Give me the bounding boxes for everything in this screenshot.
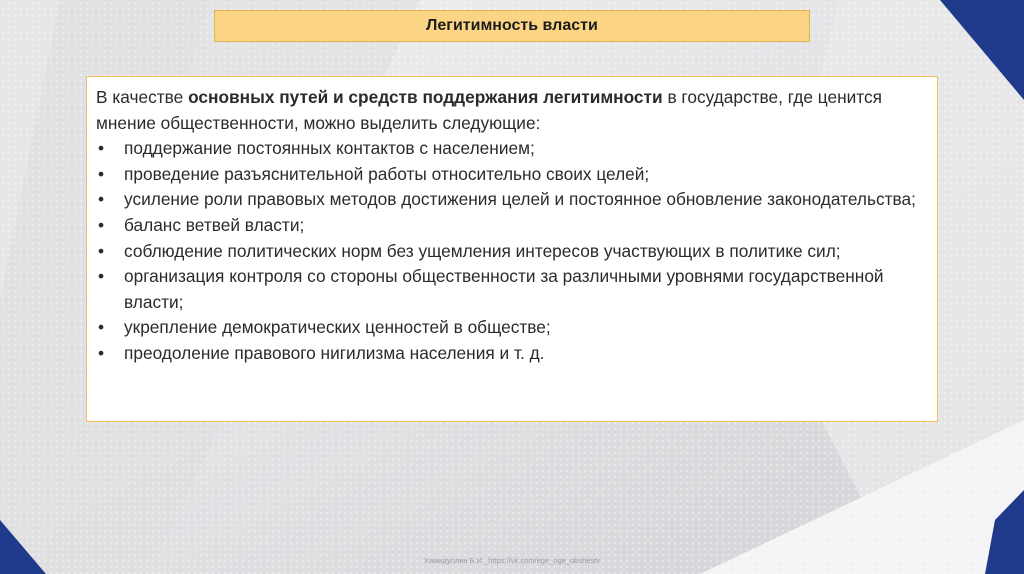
list-item xyxy=(96,239,925,265)
bullet-icon: • xyxy=(98,342,105,363)
list-item xyxy=(96,264,925,315)
list-item-text: проведение разъяснительной работы относительно своих целей; xyxy=(124,163,650,184)
list-item xyxy=(96,187,925,213)
list-item xyxy=(96,315,925,341)
list-item-text: укрепление демократических ценностей в обществе; xyxy=(124,317,551,338)
list-item-text: баланс ветвей власти; xyxy=(124,214,305,235)
list-item-text: соблюдение политических норм без ущемления интересов участвующих в политике сил; xyxy=(124,240,841,261)
bullet-icon: • xyxy=(98,317,105,338)
intro-paragraph xyxy=(96,85,925,136)
bullet-icon: • xyxy=(98,163,105,184)
intro-text-start: В качестве xyxy=(96,87,189,107)
slide-title: Легитимность власти xyxy=(426,17,598,34)
list-item-text: организация контроля со стороны общественности за различными уровнями государственной власти; xyxy=(124,266,884,312)
list-item xyxy=(96,213,925,239)
bullet-icon: • xyxy=(98,240,105,261)
list-item-text: усиление роли правовых методов достижения целей и постоянное обновление законодательства; xyxy=(124,189,916,210)
content-box xyxy=(86,76,938,422)
footer-attribution: Хамидуллин Б.И._https://vk.com/ege_oge_obshestv xyxy=(423,556,601,565)
intro-text-end: в государстве, где ценится мнение общественности, можно выделить следующие: xyxy=(96,87,882,133)
list-item xyxy=(96,136,925,162)
intro-emphasis: основных путей и средств поддержания легитимности xyxy=(188,87,663,107)
bullet-list xyxy=(96,136,925,366)
bullet-icon: • xyxy=(98,266,105,287)
list-item xyxy=(96,341,925,367)
list-item-text: поддержание постоянных контактов с населением; xyxy=(124,138,535,159)
list-item xyxy=(96,162,925,188)
slide-title-bar xyxy=(214,10,810,42)
list-item-text: преодоление правового нигилизма населения и т. д. xyxy=(124,342,545,363)
bullet-icon: • xyxy=(98,138,105,159)
bullet-icon: • xyxy=(98,214,105,235)
bullet-icon: • xyxy=(98,189,105,210)
